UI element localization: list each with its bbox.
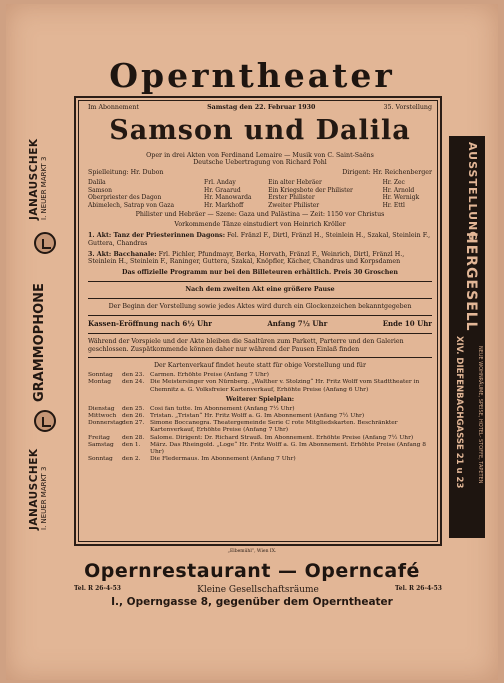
- pause-note: Nach dem zweiten Akt eine größere Pause: [185, 286, 335, 294]
- schedule-text: Die Meistersinger von Nürnberg. „Walther v. Stolzing“ Hr. Fritz Wolff vom Stadttheater in Chemnitz a. G. Volksfreier Kartenverkauf, Erhöhte Preise (Anfang 6 Uhr): [150, 379, 420, 393]
- schedule-today: [88, 372, 432, 394]
- right-ad-line2: HERGESELL: [463, 232, 479, 332]
- cast-role-2: Zweiter Philister: [268, 201, 320, 209]
- right-ad-hergesell: [449, 136, 485, 538]
- act3-dance: [88, 251, 432, 267]
- ticket-sale-notice: Der Kartenverkauf findet heute statt für obige Vorstellung und für: [153, 362, 366, 370]
- left-ad-address-top: I. NEUER MARKT 3: [40, 156, 48, 220]
- schedule-date: den 23.: [122, 372, 145, 379]
- divider: [88, 357, 432, 358]
- schedule-day: Mittwoch: [88, 412, 117, 419]
- cast-actor: Hr. Graarud: [204, 186, 241, 194]
- info-row: [88, 104, 432, 112]
- right-ad-line4: NEUE WOHNRÄUME, SPEISE, HOTEL- STOFFE, TAPETEN: [477, 346, 483, 484]
- further-schedule-heading: Weiterer Spielplan:: [225, 395, 295, 403]
- schedule-text: Die Fledermaus. Im Abonnement (Anfang 7 Uhr): [150, 456, 296, 463]
- schedule-date: den 27.: [122, 420, 145, 427]
- schedule-day: Freitag: [88, 434, 110, 441]
- spielleitung: Spielleitung: Hr. Dubon: [88, 169, 164, 177]
- left-ad-company-top: JANAUSCHEK: [28, 138, 40, 220]
- doors-notice: Während der Vorspiele und der Akte bleiben die Saaltüren zum Parkett, Parterre und den Galerien geschlossen. Zuspätkommende können daher nur während der Pausen Einlaß finden: [88, 337, 404, 353]
- schedule-date: den 2.: [122, 456, 141, 463]
- right-ad-line1: AUSSTELLUNG: [466, 142, 479, 242]
- cast-table: [88, 179, 432, 209]
- schedule-date: den 1.: [122, 441, 141, 448]
- restaurant-address: I., Operngasse 8, gegenüber dem Operntheater: [111, 596, 393, 608]
- performance-date: Samstag den 22. Februar 1930: [207, 104, 316, 111]
- printer-imprint: „Elbemühl“, Wien IX.: [227, 549, 277, 554]
- schedule-text: Simone Boccanegra. Theatergemeinde Serie C rote Mitgliedskarten. Beschränkter Kartenverkauf, Erhöhte Preise (Anfang 7 Uhr): [150, 420, 398, 434]
- performance-number: 35. Vorstellung: [383, 104, 432, 111]
- tel-left: Tel. R 26-4-53: [74, 585, 121, 592]
- dances-intro: Vorkommende Tänze einstudiert von Heinrich Kröller: [174, 221, 346, 229]
- cast-actor-2: Hr. Ettl: [382, 201, 405, 209]
- start-time: Anfang 7½ Uhr: [267, 318, 328, 328]
- cast-actor: Hr. Markhoff: [204, 201, 244, 209]
- act3-label: 3. Akt: Bacchanale:: [88, 250, 157, 258]
- chorus-line: Philister und Hebräer — Szene: Gaza und Palästina — Zeit: 1150 vor Christus: [135, 211, 385, 219]
- cast-actor-2: Hr. Arnold: [382, 186, 415, 194]
- schedule-day: Sonntag: [88, 456, 113, 463]
- left-ad-company-bottom: JANAUSCHEK: [28, 448, 40, 530]
- schedule-date: den 24.: [122, 379, 145, 386]
- schedule-text: Carmen. Erhöhte Preise (Anfang 7 Uhr): [150, 372, 269, 379]
- times-row: [88, 320, 432, 329]
- cast-role: Samson: [88, 186, 112, 194]
- cast-row: [88, 187, 432, 195]
- schedule-day: Donnerstag: [88, 420, 123, 427]
- play-subtitle: Oper in drei Akten von Ferdinand Lemaire — Musik von C. Saint-Saëns: [146, 151, 374, 159]
- schedule-further: [88, 406, 432, 464]
- bell-notice: Der Beginn der Vorstellung sowie jedes Aktes wird durch ein Glockenzeichen bekanntgegeben: [108, 303, 412, 311]
- official-program-note: Das offizielle Programm nur bei den Billeteuren erhältlich. Preis 30 Groschen: [122, 269, 398, 277]
- schedule-date: den 28.: [122, 434, 145, 441]
- act3-text: Frl. Pichler, Pfundmayr, Berka, Horvath, Fränzl F., Weinrich, Dirtl, Fränzl H., Steinlein H., Steinlein F., Raninger, Guttera, Szakal, Knöpfler, Kächer, Chandras und Korpsdamen: [88, 250, 405, 266]
- divider: [88, 281, 432, 282]
- cast-row: [88, 179, 432, 187]
- restaurant-info-row: [74, 585, 442, 595]
- schedule-text: Tristan. „Tristan“ Hr. Fritz Wolff a. G. Im Abonnement (Anfang 7½ Uhr): [150, 412, 365, 419]
- cast-role-2: Ein Kriegsbote der Philister: [268, 186, 353, 194]
- restaurant-title: Opernrestaurant — Operncafé: [84, 560, 420, 582]
- divider: [88, 333, 432, 334]
- tel-right: Tel. R 26-4-53: [395, 585, 442, 592]
- cast-role-2: Erster Philister: [268, 194, 315, 202]
- cast-row: [88, 194, 432, 202]
- divider: [88, 315, 432, 316]
- schedule-text: Salome. Dirigent: Dr. Richard Strauß. Im Abonnement. Erhöhte Preise (Anfang 7½ Uhr): [150, 434, 414, 441]
- dirigent: Dirigent: Hr. Reichenberger: [342, 169, 432, 177]
- cast-role: Dalila: [88, 179, 106, 187]
- left-ad-product: GRAMMOPHONE: [32, 283, 47, 402]
- play-translation: Deutsche Uebertragung von Richard Pohl: [193, 159, 327, 167]
- divider: [88, 298, 432, 299]
- cast-actor: Hr. Manowarda: [204, 194, 252, 202]
- cast-actor: Frl. Anday: [204, 179, 236, 187]
- left-ad-address-bottom: I. NEUER MARKT 3: [40, 466, 48, 530]
- schedule-day: Montag: [88, 379, 112, 386]
- play-title: Samson und Dalila: [109, 114, 411, 146]
- theater-title: Operntheater: [109, 56, 395, 95]
- cast-actor-2: Hr. Wernigk: [382, 194, 420, 202]
- abonnement-label: Im Abonnement: [88, 104, 139, 111]
- cast-role-2: Ein alter Hebräer: [268, 179, 322, 187]
- kassa-time: Kassen-Eröffnung nach 6½ Uhr: [88, 318, 212, 328]
- program-content: [88, 104, 432, 463]
- gramophone-icon: [34, 232, 56, 254]
- cast-role: Oberpriester des Dagon: [88, 194, 162, 202]
- schedule-day: Samstag: [88, 441, 114, 448]
- right-ad-line3: XIV. DIEFENBACHGASSE 21 u 23: [454, 336, 464, 489]
- gramophone-icon: [34, 410, 56, 432]
- act1-label: 1. Akt: Tanz der Priesterinnen Dagons:: [88, 231, 226, 239]
- cast-role: Abimelech, Satrap von Gaza: [88, 201, 175, 209]
- schedule-text: März. Das Rheingold. „Loge“ Hr. Fritz Wolff a. G. Im Abonnement. Erhöhte Preise (Anfang 8 Uhr): [150, 441, 427, 455]
- cast-actor-2: Hr. Zec: [382, 179, 405, 187]
- act1-text: Fel. Fränzl F., Dirtl, Fränzl H., Steinlein H., Szakal, Steinlein F., Guttera, Chandras: [88, 231, 431, 247]
- schedule-day: Sonntag: [88, 372, 113, 379]
- restaurant-rooms: Kleine Gesellschaftsräume: [197, 585, 319, 595]
- end-time: Ende 10 Uhr: [382, 318, 432, 328]
- direction-row: [88, 169, 432, 177]
- schedule-date: den 26.: [122, 412, 145, 419]
- schedule-day: Dienstag: [88, 405, 115, 412]
- schedule-date: den 25.: [122, 405, 145, 412]
- act1-dance: [88, 232, 432, 248]
- schedule-text: Cosi fan tutte. Im Abonnement (Anfang 7½ Uhr): [150, 405, 295, 412]
- cast-row: [88, 202, 432, 210]
- left-ad-janauschek: [28, 140, 62, 530]
